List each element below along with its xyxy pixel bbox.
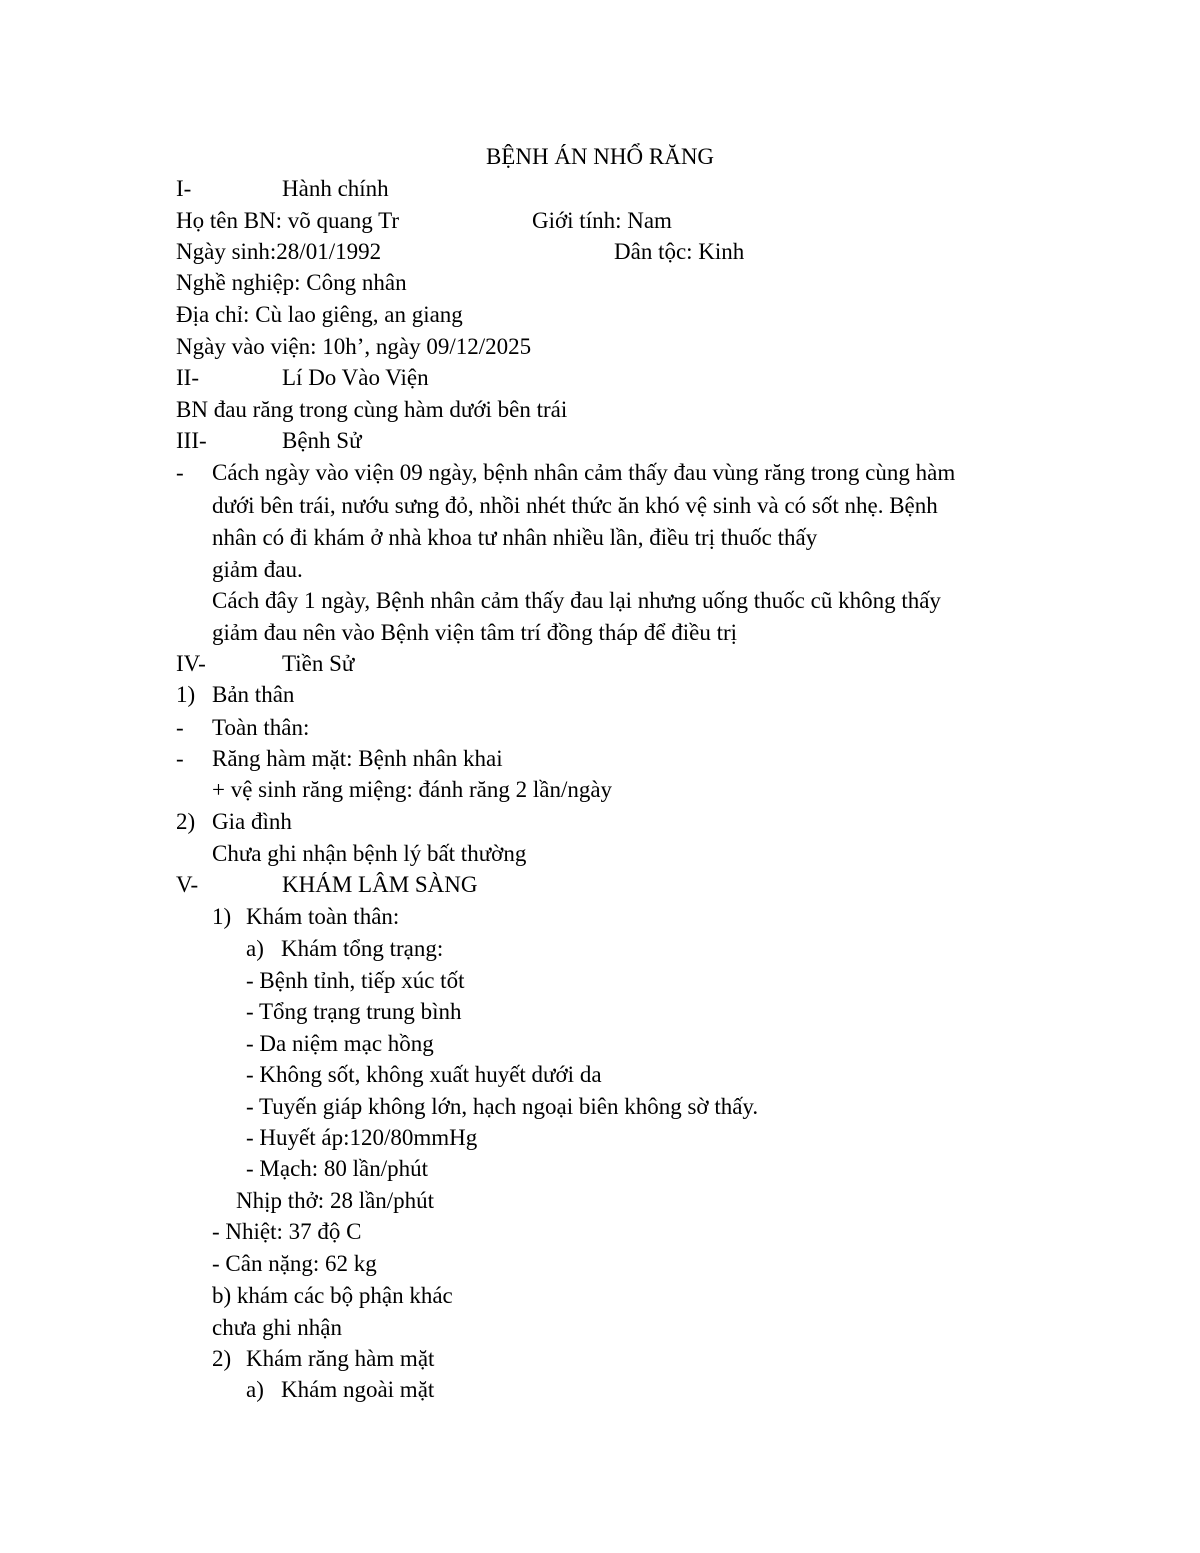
section-4-heading: Tiền Sử xyxy=(282,651,355,676)
bullet-mark: - xyxy=(176,715,184,740)
section-3-heading: Bệnh Sử xyxy=(282,428,362,453)
admission-reason: BN đau răng trong cùng hàm dưới bên trái xyxy=(176,397,568,422)
section-3-number: III- xyxy=(176,428,207,453)
personal-history-number: 1) xyxy=(176,682,196,707)
section-1-number: I- xyxy=(176,176,192,201)
exam-finding: - Bệnh tỉnh, tiếp xúc tốt xyxy=(246,968,465,993)
family-history-number: 2) xyxy=(176,809,196,834)
family-history-label: Gia đình xyxy=(212,809,292,834)
patient-dob: Ngày sinh:28/01/1992 xyxy=(176,239,382,264)
exam-finding: - Không sốt, không xuất huyết dưới da xyxy=(246,1062,602,1087)
exam-finding: - Da niệm mạc hồng xyxy=(246,1031,434,1056)
temperature: - Nhiệt: 37 độ C xyxy=(212,1219,362,1244)
general-exam-number: 1) xyxy=(212,904,232,929)
extraoral-exam-number: a) xyxy=(246,1377,264,1402)
history-line: giảm đau nên vào Bệnh viện tâm trí đồng tháp để điều trị xyxy=(212,620,738,645)
document-title: BỆNH ÁN NHỔ RĂNG xyxy=(485,144,715,169)
section-4-number: IV- xyxy=(176,651,206,676)
history-line: giảm đau. xyxy=(212,557,303,582)
section-2-number: II- xyxy=(176,365,199,390)
oral-hygiene: + vệ sinh răng miệng: đánh răng 2 lần/ngày xyxy=(212,777,613,802)
personal-history-label: Bản thân xyxy=(212,682,295,707)
family-history-text: Chưa ghi nhận bệnh lý bất thường xyxy=(212,841,527,866)
overall-condition-label: Khám tổng trạng: xyxy=(281,936,444,961)
overall-condition-number: a) xyxy=(246,936,264,961)
blood-pressure: - Huyết áp:120/80mmHg xyxy=(246,1125,478,1150)
admission-date: Ngày vào viện: 10h’, ngày 09/12/2025 xyxy=(176,334,532,359)
general-exam-label: Khám toàn thân: xyxy=(246,904,400,929)
patient-name: Họ tên BN: võ quang Tr xyxy=(176,208,399,233)
section-1-heading: Hành chính xyxy=(282,176,389,201)
patient-job: Nghề nghiệp: Công nhân xyxy=(176,270,407,295)
section-2-heading: Lí Do Vào Viện xyxy=(282,365,429,390)
bullet-mark: - xyxy=(176,746,184,771)
exam-finding: - Tuyến giáp không lớn, hạch ngoại biên không sờ thấy. xyxy=(246,1094,759,1119)
dental-history: Răng hàm mặt: Bệnh nhân khai xyxy=(212,746,503,771)
weight: - Cân nặng: 62 kg xyxy=(212,1251,377,1276)
section-5-heading: KHÁM LÂM SÀNG xyxy=(282,872,478,897)
dental-exam-number: 2) xyxy=(212,1346,232,1371)
history-line: Cách ngày vào viện 09 ngày, bệnh nhân cảm thấy đau vùng răng trong cùng hàm xyxy=(212,460,956,485)
breathing-rate: Nhịp thở: 28 lần/phút xyxy=(236,1188,435,1213)
history-line: nhân có đi khám ở nhà khoa tư nhân nhiều lần, điều trị thuốc thấy xyxy=(212,525,818,550)
patient-address: Địa chỉ: Cù lao giêng, an giang xyxy=(176,302,463,327)
section-5-number: V- xyxy=(176,872,199,897)
other-organs-label: b) khám các bộ phận khác xyxy=(212,1283,453,1308)
other-organs-text: chưa ghi nhận xyxy=(212,1315,342,1340)
general-history: Toàn thân: xyxy=(212,715,310,740)
exam-finding: - Tổng trạng trung bình xyxy=(246,999,462,1024)
history-line: Cách đây 1 ngày, Bệnh nhân cảm thấy đau lại nhưng uống thuốc cũ không thấy xyxy=(212,588,941,613)
patient-gender: Giới tính: Nam xyxy=(532,208,672,233)
extraoral-exam-label: Khám ngoài mặt xyxy=(281,1377,435,1402)
pulse: - Mạch: 80 lần/phút xyxy=(246,1156,429,1181)
history-bullet: - xyxy=(176,460,184,485)
patient-ethnicity: Dân tộc: Kinh xyxy=(614,239,745,264)
dental-exam-label: Khám răng hàm mặt xyxy=(246,1346,435,1371)
history-line: dưới bên trái, nướu sưng đỏ, nhồi nhét thức ăn khó vệ sinh và có sốt nhẹ. Bệnh xyxy=(212,493,938,518)
